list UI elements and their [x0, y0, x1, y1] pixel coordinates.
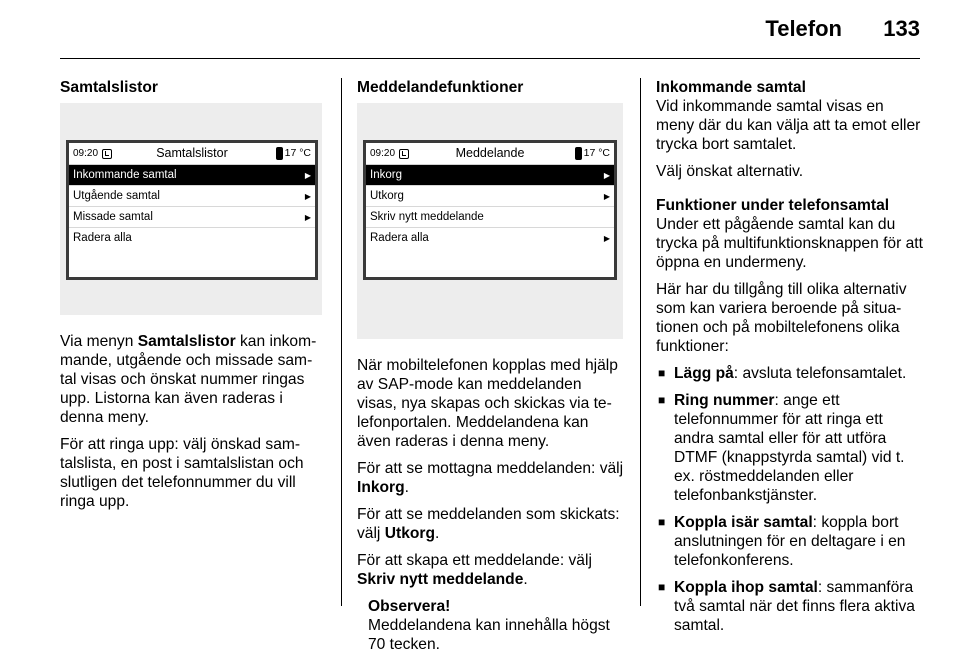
screen-time: 09:20: [370, 148, 396, 159]
arrow-right-icon: ▶: [603, 170, 610, 180]
page-number: 133: [883, 16, 920, 41]
list-item: ■ Ring nummer: ange ett telefonnummer för att ringa ett andra samtal eller för att utföra DTMF (knappstyrda samtal) vid t. ex. röstmeddelanden eller telefonbankstjänster.: [656, 391, 924, 505]
menu-item-new-message[interactable]: [366, 207, 614, 228]
menu-item-outgoing-calls[interactable]: [69, 186, 315, 207]
arrow-right-icon: ▶: [304, 191, 311, 201]
section-title: Inkommande samtal: [656, 79, 806, 96]
section-title: Meddelandefunktioner: [357, 79, 524, 96]
menu-item-label: Utgående samtal: [73, 189, 160, 202]
menu-item-label: Inkorg: [370, 168, 402, 181]
paragraph: För att ringa upp: välj önskad samtalslista, en post i samtalslistan och slutligen det telefonnummer du vill ringa upp.: [60, 436, 304, 510]
temperature-value: 17 °C: [284, 147, 311, 159]
menu-item-delete-all[interactable]: [366, 228, 614, 248]
display-screen: [66, 140, 318, 280]
arrow-right-icon: ▶: [304, 170, 311, 180]
screen-header: [366, 143, 614, 165]
menu-item-label: Skriv nytt meddelande: [370, 210, 484, 223]
section-title: Funktioner under telefonsamtal: [656, 197, 890, 214]
list-item: ■ Koppla ihop samtal: sammanföra två samtal när det finns flera aktiva samtal.: [656, 578, 924, 635]
screen-temperature: [575, 144, 610, 163]
page-header: [0, 0, 960, 58]
menu-item-label: Utkorg: [370, 189, 404, 202]
display-screen: [363, 140, 617, 280]
paragraph: För att skapa ett meddelande: välj Skriv nytt meddelande.: [357, 552, 592, 588]
header-divider: [60, 58, 920, 59]
paragraph: Här har du tillgång till olika alternativ som kan variera beroende på situationen och på mobiltelefonens olika funktioner:: [656, 281, 907, 355]
paragraph: För att se meddelanden som skickats: välj Utkorg.: [357, 506, 620, 542]
menu-item-label: Missade samtal: [73, 210, 153, 223]
note-box: [357, 597, 625, 654]
arrow-right-icon: ▶: [304, 212, 311, 222]
menu-item-outbox[interactable]: [366, 186, 614, 207]
menu-item-delete-all[interactable]: [69, 228, 315, 248]
list-item: ■ Koppla isär samtal: koppla bort anslutningen för en deltagare i en telefonkonferens.: [656, 513, 924, 570]
menu-item-label: Radera alla: [370, 231, 429, 244]
screen-header: [69, 143, 315, 165]
column-divider: [341, 78, 342, 606]
paragraph: När mobiltelefonen kopplas med hjälp av SAP-mode kan meddelanden visas, nya skapas och skickas via telefonportalen. Meddelandena kan även raderas i denna meny.: [357, 357, 618, 450]
arrow-right-icon: ▶: [603, 233, 610, 243]
arrow-right-icon: ▶: [603, 191, 610, 201]
screen-illustration: [357, 103, 623, 339]
menu-item-label: Radera alla: [73, 231, 132, 244]
paragraph: Via menyn Samtalslistor kan inkommande, utgående och missade samtal visas och önskat nummer ringas upp. Listorna kan även raderas i denna meny.: [60, 333, 317, 426]
paragraph: Vid inkommande samtal visas en meny där du kan välja att ta emot eller trycka bort samtalet.: [656, 98, 921, 153]
screen-illustration: [60, 103, 322, 315]
screen-time: 09:20: [73, 148, 99, 159]
column-message-functions: [357, 78, 625, 654]
paragraph: För att se mottagna meddelanden: välj Inkorg.: [357, 460, 624, 496]
screen-title: Meddelande: [455, 146, 525, 160]
menu-item-incoming-calls[interactable]: [69, 165, 315, 186]
note-title: Observera!: [368, 598, 451, 615]
temperature-value: 17 °C: [583, 147, 610, 159]
column-divider: [640, 78, 641, 606]
menu-item-inbox[interactable]: [366, 165, 614, 186]
screen-temperature: [276, 144, 311, 163]
function-list: [656, 364, 924, 635]
menu-item-missed-calls[interactable]: [69, 207, 315, 228]
page-title: Telefon: [765, 16, 842, 41]
paragraph: Välj önskat alternativ.: [656, 163, 804, 180]
section-title: Samtalslistor: [60, 79, 158, 96]
column-call-lists: [60, 78, 322, 519]
menu-item-label: Inkommande samtal: [73, 168, 177, 181]
thermometer-icon: [575, 147, 582, 160]
column-calls: [656, 78, 924, 643]
note-text: Meddelandena kan innehålla högst 70 tecken.: [368, 617, 610, 653]
paragraph: Under ett pågående samtal kan du trycka på multifunktionsknappen för att öppna en undermeny.: [656, 216, 923, 271]
screen-title: Samtalslistor: [156, 146, 228, 160]
thermometer-icon: [276, 147, 283, 160]
list-item: ■ Lägg på: avsluta telefonsamtalet.: [656, 364, 924, 383]
